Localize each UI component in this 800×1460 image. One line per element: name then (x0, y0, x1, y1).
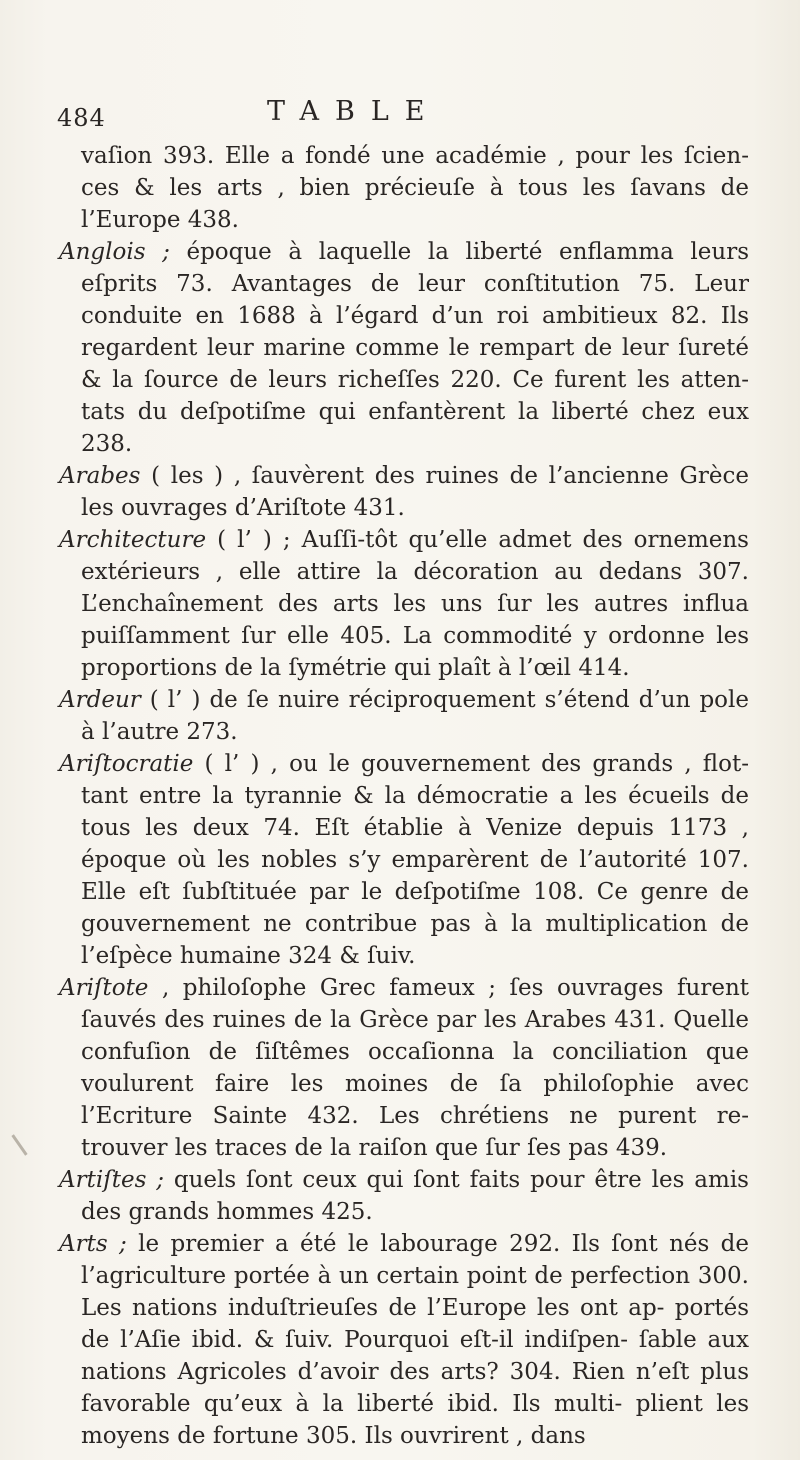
index-entry-text: ( les ) , ſauvèrent des ruines de l’ancienne Grèce les ouvrages d’Ariſtote 431. (81, 463, 749, 521)
page-number: 484 (57, 104, 106, 132)
index-entry-text: ( l’ ) , ou le gouvernement des grands , flot- tant entre la tyrannie & la démocratie a les écueils de tous les deux 74. Eſt établie à Venize depuis 1173 , époque où les nobles s’y emparèrent de l’autorité 107. Elle eſt ſubſtituée par le deſpotiſme 108. Ce genre de gouvernement ne contribue pas à la multiplication de l’eſpèce humaine 324 & ſuiv. (81, 751, 749, 969)
index-entry (59, 748, 749, 972)
index-entry (59, 460, 749, 524)
index-headword: Arts ; (59, 1231, 127, 1257)
index-entry-text: quels ſont ceux qui ſont faits pour être les amis des grands hommes 425. (81, 1167, 749, 1225)
index-entry (59, 1228, 749, 1452)
index-entry (59, 684, 749, 748)
page-header (57, 98, 757, 144)
index-text (59, 140, 749, 1452)
index-entry-text: , philoſophe Grec fameux ; ſes ouvrages furent ſauvés des ruines de la Grèce par les Arabes 431. Quelle confuſion de ſiſtêmes occaſionna la conciliation que voulurent faire les moines de ſa philoſophie avec l’Ecriture Sainte 432. Les chrétiens ne purent re- trouver les traces de la raiſon que ſur ſes pas 439. (81, 975, 749, 1161)
index-headword: Artiſtes ; (59, 1167, 164, 1193)
index-entry-text: ( l’ ) ; Auſſi-tôt qu’elle admet des ornemens extérieurs , elle attire la décoration au dedans 307. L’enchaînement des arts les uns ſur les autres influa puiſſamment ſur elle 405. La commodité y ordonne les proportions de la ſymétrie qui plaît à l’œil 414. (81, 527, 749, 681)
index-entry (59, 236, 749, 460)
index-headword: Ariſtote (59, 975, 149, 1001)
index-entry (59, 524, 749, 684)
index-headword: Anglois ; (59, 239, 170, 265)
index-entry-text: le premier a été le labourage 292. Ils ſont nés de l’agriculture portée à un certain point de perfection 300. Les nations induſtrieuſes de l’Europe les ont ap- portés de l’Aſie ibid. & ſuiv. Pourquoi eſt-il indiſpen- ſable aux nations Agricoles d’avoir des arts? 304. Rien n’eſt plus favorable qu’eux à la liberté ibid. Ils multi- plient les moyens de fortune 305. Ils ouvrirent , dans (81, 1231, 750, 1449)
index-entry-text: époque à laquelle la liberté enflamma leurs eſprits 73. Avantages de leur conſtitution 75. Leur conduite en 1688 à l’égard d’un roi ambitieux 82. Ils regardent leur marine comme le rempart de leur ſureté & la ſource de leurs richeſſes 220. Ce furent les atten- tats du deſpotiſme qui enfantèrent la liberté chez eux 238. (81, 239, 749, 457)
index-headword: Arabes (59, 463, 141, 489)
running-title: TABLE (267, 96, 441, 127)
margin-mark (11, 1134, 27, 1155)
index-headword: Architecture (59, 527, 207, 553)
index-entry-text: vaſion 393. Elle a fondé une académie , pour les ſcien- ces & les arts , bien précieuſe à tous les ſavans de l’Europe 438. (81, 143, 749, 233)
index-headword: Ardeur (59, 687, 141, 713)
index-headword: Ariſtocratie (59, 751, 194, 777)
index-entry (59, 140, 749, 236)
index-entry-text: ( l’ ) de ſe nuire réciproquement s’étend d’un pole à l’autre 273. (81, 687, 749, 745)
index-entry (59, 972, 749, 1164)
index-entry (59, 1164, 749, 1228)
